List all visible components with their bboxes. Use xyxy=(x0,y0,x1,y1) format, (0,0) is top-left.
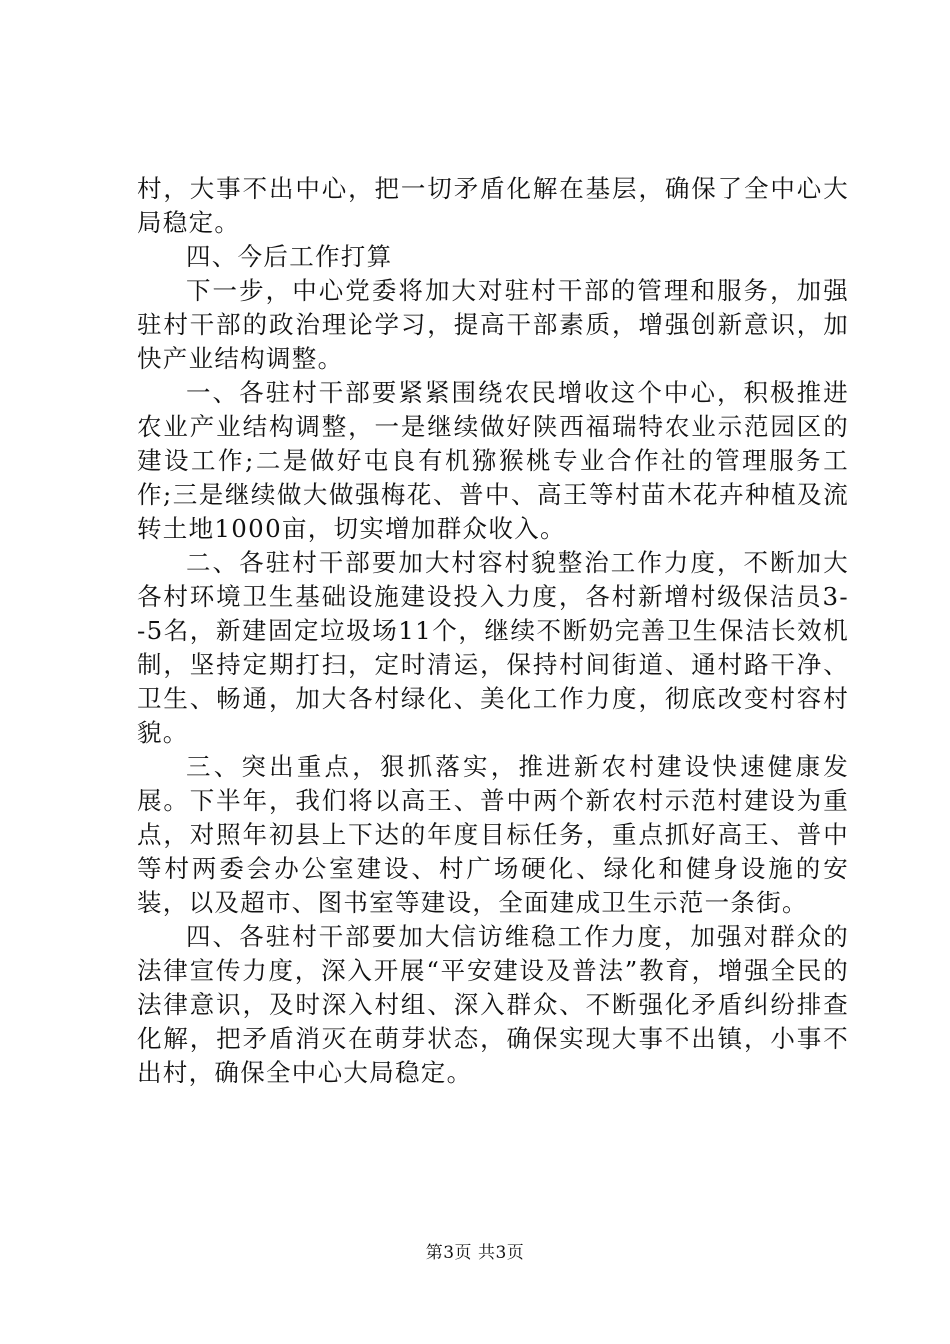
paragraph-item-4: 四、各驻村干部要加大信访维稳工作力度，加强对群众的法律宣传力度，深入开展“平安建设及普法”教育，增强全民的法律意识，及时深入村组、深入群众、不断强化矛盾纠纷排查化解，把矛盾消灭在萌芽状态，确保实现大事不出镇，小事不出村，确保全中心大局稳定。 xyxy=(137,922,849,1087)
paragraph-intro: 下一步，中心党委将加大对驻村干部的管理和服务，加强驻村干部的政治理论学习，提高干部素质，增强创新意识，加快产业结构调整。 xyxy=(137,276,849,373)
paragraph-item-2: 二、各驻村干部要加大村容村貌整治工作力度，不断加大各村环境卫生基础设施建设投入力度，各村新增村级保洁员3--5名，新建固定垃圾场11个，继续不断奶完善卫生保洁长效机制，坚持定期打扫，定时清运，保持村间街道、通村路干净、卫生、畅通，加大各村绿化、美化工作力度，彻底改变村容村貌。 xyxy=(137,548,849,747)
paragraph-item-3: 三、突出重点，狠抓落实，推进新农村建设快速健康发展。下半年，我们将以高王、普中两个新农村示范村建设为重点，对照年初县上下达的年度目标任务，重点抓好高王、普中等村两委会办公室建设、村广场硬化、绿化和健身设施的安装，以及超市、图书室等建设，全面建成卫生示范一条街。 xyxy=(137,752,849,917)
paragraph-item-1: 一、各驻村干部要紧紧围绕农民增收这个中心，积极推进农业产业结构调整，一是继续做好陕西福瑞特农业示范园区的建设工作;二是做好屯良有机猕猴桃专业合作社的管理服务工作;三是继续做大做强梅花、普中、高王等村苗木花卉种植及流转土地1000亩，切实增加群众收入。 xyxy=(137,378,849,543)
paragraph-continuation: 村，大事不出中心，把一切矛盾化解在基层，确保了全中心大局稳定。 xyxy=(137,174,849,237)
page-footer: 第3页 共3页 xyxy=(425,1243,525,1263)
section-heading: 四、今后工作打算 xyxy=(186,242,393,271)
document-body xyxy=(137,172,849,1090)
